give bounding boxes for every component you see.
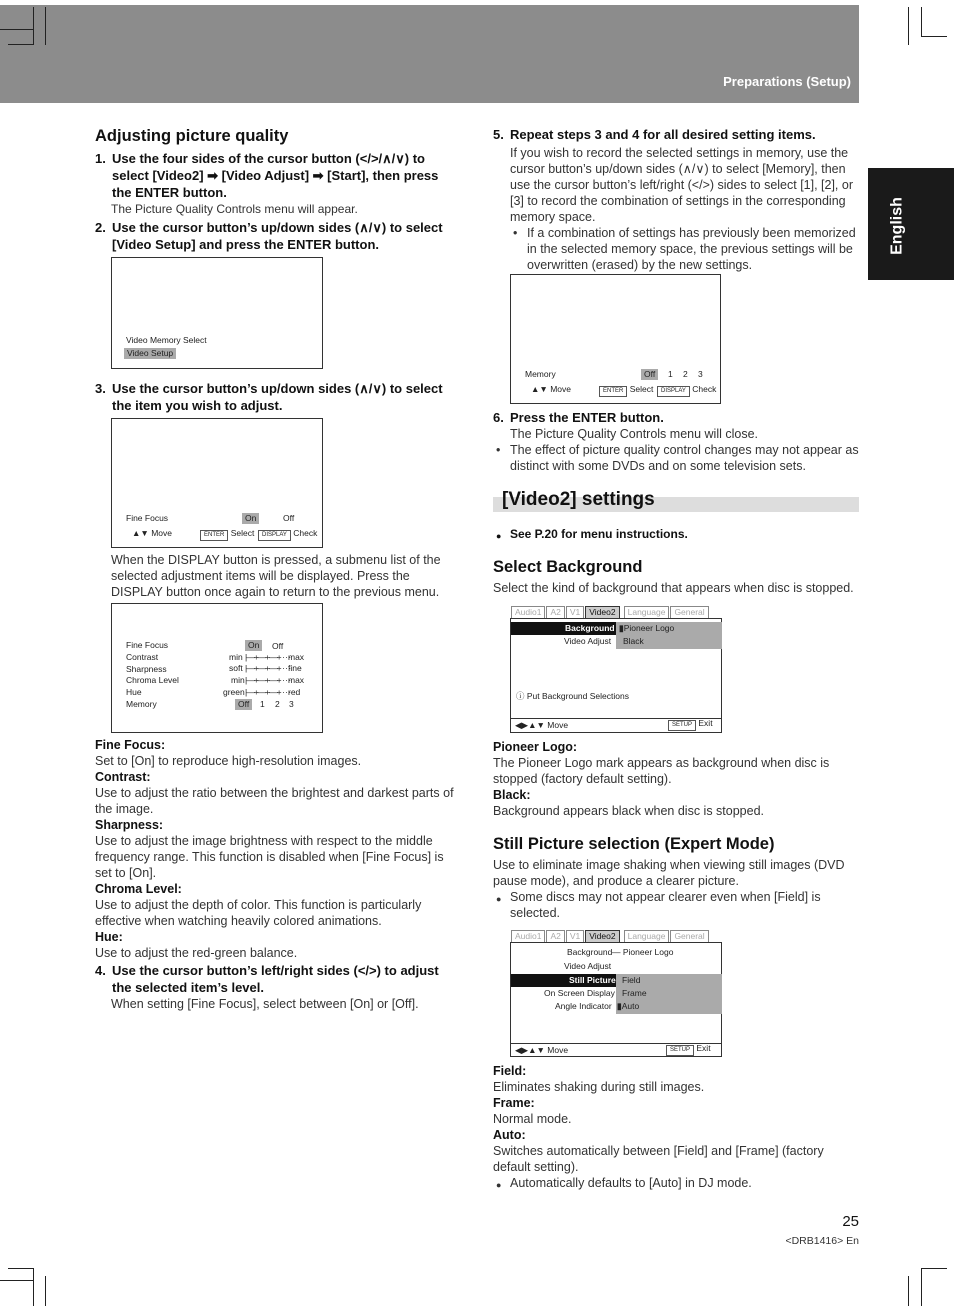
enter-key-icon: ENTER — [200, 530, 228, 541]
crop-mark — [33, 1268, 34, 1306]
check-label: Check — [692, 384, 717, 394]
tab-v1[interactable]: V1 — [566, 930, 584, 942]
row-label: Chroma Level — [126, 675, 179, 685]
crop-mark — [0, 29, 34, 30]
step-4 — [95, 962, 461, 996]
exit-label: Exit — [698, 718, 713, 728]
step-text: Use the cursor button’s up/down sides (∧/∨) to select the item you wish to adjust. — [112, 381, 443, 413]
move-label: Move — [547, 720, 569, 730]
level-scale: |—+—+—+ · · · — [245, 663, 291, 673]
tab-video2[interactable]: Video2 — [585, 930, 619, 942]
row-label: Sharpness — [126, 664, 167, 674]
scale-min: soft — [229, 663, 243, 673]
left-column — [95, 126, 461, 253]
step-text: Press the ENTER button. — [510, 410, 664, 425]
adjusting-title: Adjusting picture quality — [95, 127, 289, 145]
crop-mark — [33, 7, 34, 45]
row-label: Memory — [126, 699, 157, 709]
memory-3: 3 — [289, 699, 294, 709]
screen-fine-focus — [111, 418, 323, 548]
scale-max: max — [288, 652, 305, 662]
option-label: Auto — [621, 1001, 640, 1011]
screen-item: Fine Focus — [126, 513, 169, 523]
move-hint — [515, 1045, 568, 1056]
step-4-note: When setting [Fine Focus], select between [On] or [Off]. — [111, 997, 419, 1011]
def-text: Use to adjust the red-green balance. — [95, 946, 298, 960]
left-step3-block — [95, 380, 461, 414]
memory-off: Off — [641, 369, 658, 380]
crop-mark — [921, 1268, 922, 1306]
step-5-bullet: • If a combination of settings has previously been memorized in the selected memory space, the previous settings will be overwritten (erased) by the new settings. — [510, 225, 859, 273]
menu-tabs — [511, 930, 710, 942]
option-frame[interactable]: Frame — [622, 988, 647, 998]
def-term: Hue: — [95, 930, 123, 944]
step-text: Use the four sides of the cursor button (</>/∧/∨) to select [Video2] ➡ [Video Adjust] ➡ [Start], then press the ENTER button. — [112, 151, 439, 201]
menu-item-angle-indicator[interactable]: Angle Indicator — [555, 1001, 612, 1011]
def-text: Switches automatically between [Field] and [Frame] (factory default setting). — [493, 1144, 824, 1174]
step-5 — [493, 126, 859, 143]
select-background-intro: Select the kind of background that appears when disc is stopped. — [493, 581, 854, 596]
step-text: Use the cursor button’s up/down sides (∧/∨) to select [Video Setup] and press the ENTER button. — [112, 220, 443, 253]
select-hint — [200, 528, 254, 541]
step-number: 4. — [95, 963, 106, 978]
level-scale: |—+—+—+ · · · — [245, 675, 291, 685]
screen-select-background — [510, 607, 722, 733]
move-hint — [132, 528, 172, 539]
menu-item-video-adjust[interactable]: Video Adjust — [564, 636, 612, 646]
option-pioneer-logo[interactable]: ▮Pioneer Logo — [619, 623, 675, 633]
menu-item-background[interactable]: Background — [565, 623, 615, 633]
document-code: <DRB1416> En — [785, 1235, 859, 1247]
step-1 — [95, 150, 461, 201]
option-auto[interactable]: ▮Auto — [617, 1001, 640, 1011]
option-on: On — [245, 640, 262, 651]
section-title: Preparations (Setup) — [723, 74, 851, 90]
row-label: Hue — [126, 687, 142, 697]
option-off: Off — [283, 513, 295, 523]
memory-2: 2 — [275, 699, 280, 709]
still-picture-intro: Use to eliminate image shaking when viewing still images (DVD pause mode), and produce a clearer picture. — [493, 858, 845, 889]
step-number: 3. — [95, 381, 106, 396]
setup-key-icon: SETUP — [666, 1045, 694, 1056]
move-hint — [515, 720, 568, 731]
select-background-title: Select Background — [493, 558, 643, 576]
def-term: Field: — [493, 1064, 527, 1078]
step-6-text: The Picture Quality Controls menu will close. — [510, 427, 759, 441]
screen-item: Memory — [525, 369, 556, 379]
crop-mark — [45, 1276, 46, 1306]
background-value: — Pioneer Logo — [612, 947, 674, 957]
right-step5-block — [493, 126, 859, 273]
tab-a2[interactable]: A2 — [546, 606, 564, 618]
tab-language[interactable]: Language — [624, 930, 670, 942]
def-term: Auto: — [493, 1128, 526, 1142]
row-label: Fine Focus — [126, 640, 169, 650]
option-off: Off — [272, 641, 284, 651]
crop-mark — [8, 1268, 34, 1269]
tab-language[interactable]: Language — [624, 606, 670, 618]
crop-mark — [0, 1280, 34, 1281]
crop-mark — [921, 1268, 947, 1269]
memory-2: 2 — [683, 369, 688, 379]
arrows-up-down-icon: ▲▼ — [531, 384, 548, 394]
def-term: Pioneer Logo: — [493, 740, 578, 754]
def-text: Set to [On] to reproduce high-resolution images. — [95, 754, 362, 768]
dj-mode-bullet: ● Automatically defaults to [Auto] in DJ mode. — [493, 1175, 859, 1191]
screen-submenu — [111, 603, 323, 733]
option-black[interactable]: Black — [623, 636, 644, 646]
menu-item-background[interactable]: Background — [567, 947, 613, 957]
step-number: 5. — [493, 127, 504, 142]
exit-hint — [668, 718, 713, 731]
arrows-4way-icon: ◀▶▲▼ — [515, 1045, 545, 1055]
step-text: Repeat steps 3 and 4 for all desired setting items. — [510, 127, 816, 142]
step-5-text: If you wish to record the selected settings in memory, use the cursor button’s up/down sides (∧/∨) to select [Memory], then use the cursor button’s left/right (</>) sides to select [1], [2], or [3] to record the combination of settings in the corresponding memory space. — [510, 146, 853, 224]
step-6-bullet: • The effect of picture quality control changes may not appear as distinct with some DVDs and on some television sets. — [493, 442, 859, 474]
info-icon: ⓘ — [516, 691, 525, 701]
def-term: Black: — [493, 788, 531, 802]
scale-max: red — [288, 687, 301, 697]
select-label: Select — [230, 528, 255, 538]
step-2 — [95, 219, 461, 253]
select-hint — [599, 384, 653, 397]
background-definitions — [493, 739, 859, 819]
move-label: Move — [550, 384, 571, 394]
scale-max: fine — [288, 663, 302, 673]
screen-memory — [510, 274, 721, 404]
crop-mark — [908, 7, 909, 45]
check-hint — [258, 528, 317, 541]
step-3 — [95, 380, 461, 414]
language-label: English — [888, 197, 906, 255]
tab-audio1[interactable]: Audio1 — [511, 930, 545, 942]
def-text: The Pioneer Logo mark appears as background when disc is stopped (factory default setting). — [493, 756, 830, 786]
right-step6-block — [493, 409, 859, 474]
option-on: On — [242, 513, 259, 524]
arrows-up-down-icon: ▲▼ — [132, 528, 149, 538]
page-number: 25 — [842, 1213, 859, 1230]
scale-max: max — [288, 675, 305, 685]
def-term: Frame: — [493, 1096, 535, 1110]
still-picture-bullet: ● Some discs may not appear clearer even when [Field] is selected. — [493, 889, 859, 921]
crop-mark — [921, 36, 947, 37]
crop-mark — [921, 7, 922, 37]
tab-audio1[interactable]: Audio1 — [511, 606, 545, 618]
still-definitions — [493, 1063, 859, 1191]
def-term: Chroma Level: — [95, 882, 182, 896]
step-number: 2. — [95, 220, 106, 236]
menu-item-still-picture[interactable]: Still Picture — [569, 975, 616, 985]
arrows-4way-icon: ◀▶▲▼ — [515, 720, 545, 730]
enter-key-icon: ENTER — [599, 386, 627, 397]
select-background-block — [493, 557, 859, 596]
header-band — [0, 5, 859, 103]
tab-v1[interactable]: V1 — [566, 606, 584, 618]
tab-general[interactable]: General — [670, 606, 708, 618]
memory-1: 1 — [668, 369, 673, 379]
step-text: Use the cursor button’s left/right sides (</>) to adjust the selected item’s level. — [112, 963, 439, 995]
see-page-note: ● See P.20 for menu instructions. — [493, 526, 859, 542]
see-reference — [493, 526, 859, 542]
move-hint — [531, 384, 571, 395]
tab-video2[interactable]: Video2 — [585, 606, 619, 618]
screen-item: Video Memory Select — [126, 335, 207, 345]
def-text: Eliminates shaking during still images. — [493, 1080, 705, 1094]
step-1-note: The Picture Quality Controls menu will appear. — [111, 202, 358, 217]
crop-mark — [908, 1276, 909, 1306]
scale-min: green — [223, 687, 245, 697]
level-scale: |—+—+—+ · · · — [245, 652, 291, 662]
option-label: Pioneer Logo — [623, 623, 675, 633]
display-key-icon: DISPLAY — [657, 386, 690, 397]
still-picture-block — [493, 834, 859, 921]
crop-mark — [8, 44, 34, 45]
menu-item-video-adjust[interactable]: Video Adjust — [564, 961, 612, 971]
menu-item-on-screen-display[interactable]: On Screen Display — [544, 988, 615, 998]
def-term: Contrast: — [95, 770, 151, 784]
def-term: Sharpness: — [95, 818, 164, 832]
step-number: 6. — [493, 410, 504, 425]
select-label: Select — [629, 384, 654, 394]
check-label: Check — [293, 528, 318, 538]
exit-hint — [666, 1043, 711, 1056]
step-6 — [493, 409, 859, 426]
def-text: Use to adjust the image brightness with respect to the middle frequency range. This function is disabled when [Fine Focus] is set to [On]. — [95, 834, 444, 880]
move-label: Move — [547, 1045, 569, 1055]
display-paragraph: When the DISPLAY button is pressed, a submenu list of the selected adjustment items will be displayed. Press the DISPLAY button once again to return to the previous menu. — [111, 553, 441, 599]
tab-a2[interactable]: A2 — [546, 930, 564, 942]
def-text: Use to adjust the ratio between the brightest and darkest parts of the image. — [95, 786, 454, 816]
display-key-icon: DISPLAY — [258, 530, 291, 541]
screen-item-selected: Video Setup — [124, 348, 176, 359]
memory-1: 1 — [260, 699, 265, 709]
menu-tabs — [511, 606, 710, 618]
setup-key-icon: SETUP — [668, 720, 696, 731]
row-label: Contrast — [126, 652, 159, 662]
def-term: Fine Focus: — [95, 738, 166, 752]
option-field[interactable]: Field — [622, 975, 641, 985]
tab-general[interactable]: General — [670, 930, 708, 942]
scale-min: min — [229, 652, 243, 662]
crop-mark — [45, 7, 46, 45]
language-tab — [868, 168, 954, 280]
step-number: 1. — [95, 151, 106, 167]
video2-settings-heading — [493, 488, 859, 512]
still-picture-title: Still Picture selection (Expert Mode) — [493, 835, 775, 853]
memory-3: 3 — [698, 369, 703, 379]
def-text: Use to adjust the depth of color. This function is particularly effective when watching heavily colored animations. — [95, 898, 422, 928]
check-hint — [657, 384, 716, 397]
def-text: Background appears black when disc is stopped. — [493, 804, 764, 818]
exit-label: Exit — [696, 1043, 711, 1053]
move-label: Move — [151, 528, 172, 538]
hint-text: Put Background Selections — [526, 691, 629, 701]
screen-video-setup — [111, 257, 323, 369]
memory-off: Off — [235, 699, 252, 710]
def-text: Normal mode. — [493, 1112, 572, 1126]
level-scale: |—+—+—+ · · · — [245, 687, 291, 697]
left-definitions — [95, 737, 461, 1012]
hint-line — [516, 691, 629, 702]
video2-title: [Video2] settings — [502, 489, 655, 510]
screen-still-picture — [510, 931, 722, 1057]
scale-min: min — [231, 675, 245, 685]
